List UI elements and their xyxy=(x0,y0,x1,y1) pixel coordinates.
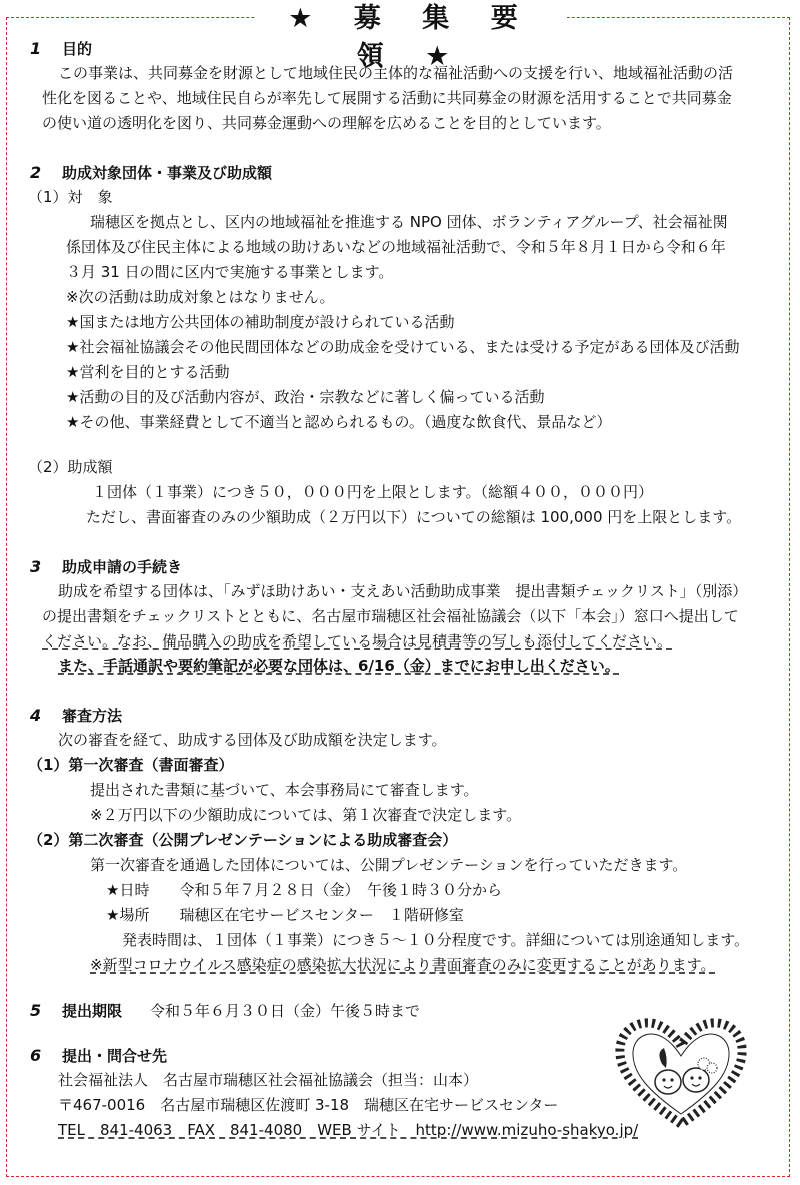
document-body xyxy=(26,36,786,1143)
section-3-line: ください。なお、備品購入の助成を希望している場合は見積書等の写しも添付してください。 xyxy=(42,632,673,650)
section-4-sub1-heading: （1）第一次審査（書面審査） xyxy=(28,756,234,774)
section-1-line: この事業は、共同募金を財源として地域住民の主体的な福祉活動への支援を行い、地域福祉活動の活 xyxy=(58,64,734,82)
presentation-time: 発表時間は、１団体（１事業）につき５～１０分程度です。詳細については別途通知します。 xyxy=(122,931,750,949)
grant-amount-line: ただし、書面審査のみの少額助成（２万円以下）についての総額は 100,000 円を上限とします。 xyxy=(86,508,742,526)
section-2-line: ３月 31 日の間に区内で実施する事業とします。 xyxy=(66,263,394,281)
section-1-line: 性化を図ることや、地域住民自らが率先して展開する活動に共同募金の財源を活用することで共同募金 xyxy=(42,89,732,107)
presentation-place: ★場所 瑞穂区在宅サービスセンター １階研修室 xyxy=(106,906,464,924)
section-2-sub1-heading: （1）対 象 xyxy=(28,188,113,206)
section-1-line: の使い道の透明化を図り、共同募金運動への理解を広めることを目的としています。 xyxy=(42,114,611,132)
review-line: ※２万円以下の少額助成については、第１次審査で決定します。 xyxy=(90,806,522,824)
deadline-text: 令和５年６月３０日（金）午後５時まで xyxy=(150,1002,421,1020)
interpreter-notice: また、手話通訳や要約筆記が必要な団体は、6/16（金）までにお申し出ください。 xyxy=(58,657,620,675)
exclusion-item: ★社会福祉協議会その他民間団体などの助成金を受けている、または受ける予定がある団体及び活動 xyxy=(66,338,740,356)
exclusion-item: ★営利を目的とする活動 xyxy=(66,363,230,381)
section-4-intro: 次の審査を経て、助成する団体及び助成額を決定します。 xyxy=(58,731,447,749)
section-3-line: の提出書類をチェックリストとともに、名古屋市瑞穂区社会福祉協議会（以下「本会」）窓口へ提出して xyxy=(42,607,739,625)
contact-organization: 社会福祉法人 名古屋市瑞穂区社会福祉協議会（担当：山本） xyxy=(58,1071,479,1089)
review-line: 第一次審査を通過した団体については、公開プレゼンテーションを行っていただきます。 xyxy=(90,856,688,874)
exclusion-item: ★活動の目的及び活動内容が、政治・宗教などに著しく偏っている活動 xyxy=(66,388,545,406)
heart-wreath-mascot-icon xyxy=(612,1012,750,1132)
grant-amount-line: １団体（１事業）につき５０，０００円を上限とします。（総額４００，０００円） xyxy=(92,483,654,501)
contact-phone-web: TEL 841-4063 FAX 841-4080 WEB サイト http://www.mizuho-shakyo.jp/ xyxy=(58,1121,639,1139)
presentation-date: ★日時 令和５年７月２８日（金） 午後１時３０分から xyxy=(106,881,502,899)
section-5-heading: 5 提出期限 令和５年６月３０日（金）午後５時まで xyxy=(30,1001,421,1020)
section-6-heading: 6 提出・問合せ先 xyxy=(30,1046,168,1065)
covid-notice: ※新型コロナウイルス感染症の感染拡大状況により書面審査のみに変更することがあります。 xyxy=(90,956,716,974)
section-4-heading: 4 審査方法 xyxy=(30,706,123,725)
section-number: 1 xyxy=(30,39,42,58)
section-2-heading: 2 助成対象団体・事業及び助成額 xyxy=(30,163,273,182)
section-4-sub2-heading: （2）第二次審査（公開プレゼンテーションによる助成審査会） xyxy=(28,831,458,849)
section-3-line: 助成を希望する団体は、「みずほ助けあい・支えあい活動助成事業 提出書類チェックリスト」（別添） xyxy=(58,582,748,600)
section-2-sub2-heading: （2）助成額 xyxy=(28,458,113,476)
section-2-note: ※次の活動は助成対象とはなりません。 xyxy=(66,288,335,306)
exclusion-item: ★その他、事業経費として不適当と認められるもの。（過度な飲食代、景品など） xyxy=(66,413,612,431)
section-3-heading: 3 助成申請の手続き xyxy=(30,557,183,576)
page-title: ★ 募 集 要 領 ★ xyxy=(255,0,567,38)
exclusion-item: ★国または地方公共団体の補助制度が設けられている活動 xyxy=(66,313,455,331)
review-line: 提出された書類に基づいて、本会事務局にて審査します。 xyxy=(90,781,479,799)
section-2-line: 係団体及び住民主体による地域の助けあいなどの地域福祉活動で、令和５年８月１日から令和６年 xyxy=(66,238,726,256)
contact-address: 〒467-0016 名古屋市瑞穂区佐渡町 3-18 瑞穂区在宅サービスセンター xyxy=(58,1096,559,1114)
section-1-heading: 1 目的 xyxy=(30,36,786,61)
section-2-line: 瑞穂区を拠点とし、区内の地域福祉を推進する NPO 団体、ボランティアグループ、社会福祉関 xyxy=(90,213,728,231)
